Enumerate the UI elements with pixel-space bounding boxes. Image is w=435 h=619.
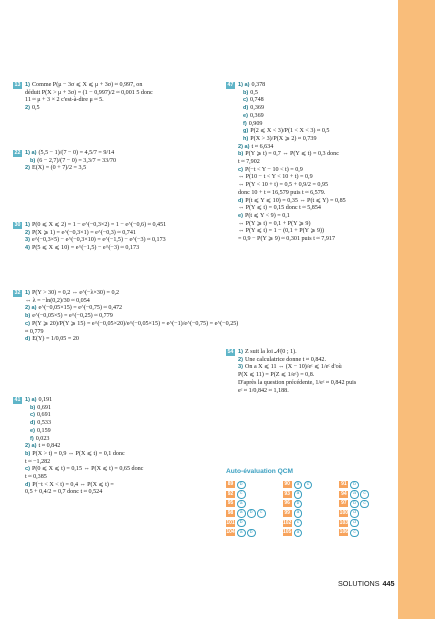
solution-line	[13, 165, 218, 173]
solution-text: 0,691	[37, 404, 51, 411]
solution-text: 0,533	[37, 420, 51, 427]
qcm-question-number: 103	[339, 519, 349, 526]
qcm-row	[226, 518, 396, 528]
solution-text: (6 − 2,7)/(7 − 0) = 3,3/7 = 33/70	[37, 157, 117, 164]
qcm-item	[226, 529, 283, 538]
qcm-title: Auto-évaluation QCM	[226, 468, 294, 475]
solution-line	[13, 105, 218, 113]
question-label: 1) a)	[238, 82, 250, 88]
exercise-ex22	[13, 150, 218, 173]
question-label: e)	[243, 112, 248, 119]
page-number: 445	[382, 579, 395, 588]
exercise-number-badge: 41	[14, 397, 21, 403]
qcm-item	[339, 490, 396, 499]
exercise-number-badge: 30	[14, 222, 21, 228]
qcm-item	[339, 519, 396, 528]
qcm-answer-circle: d	[350, 519, 359, 528]
question-label: 2) a)	[25, 305, 37, 312]
solution-text: 0,159	[36, 427, 51, 434]
solution-line	[226, 388, 394, 396]
qcm-item	[226, 490, 283, 499]
solution-text: E(Y) = 1/0,05 = 20	[32, 336, 79, 343]
solution-line	[226, 97, 394, 105]
solution-line	[13, 412, 218, 420]
solution-line	[13, 150, 218, 158]
color-sidebar	[398, 0, 435, 619]
qcm-answer-circle: b	[247, 529, 256, 538]
question-label: 1)	[25, 222, 30, 228]
exercise-ex32	[13, 290, 239, 344]
qcm-answer-circle: b	[237, 519, 246, 528]
qcm-row	[226, 490, 396, 500]
solution-line	[226, 380, 394, 388]
solution-line	[226, 151, 394, 159]
qcm-question-number: 89	[227, 481, 234, 488]
qcm-answer-circle: c	[360, 490, 369, 499]
qcm-question-number: 105	[283, 529, 292, 536]
solution-text: P(2 ⩽ X < 3)/P(1 < X < 3) ≈ 0,5	[250, 128, 330, 135]
qcm-question-number: 91	[341, 481, 347, 488]
qcm-answer-circle: b	[294, 500, 303, 509]
solution-line	[13, 245, 218, 253]
question-label: b)	[25, 313, 31, 320]
qcm-item	[339, 529, 396, 538]
solution-text: t ≈ −1,282	[25, 458, 51, 465]
solution-text: P(Y > 30) = 0,2 ⇔ e^(−λ×30) = 0,2	[31, 290, 120, 296]
question-label: 3)	[25, 237, 30, 244]
question-label: d)	[238, 197, 244, 204]
qcm-question-number: 94	[341, 490, 347, 497]
solution-text: Z suit la loi 𝒩(0 ; 1).	[244, 349, 297, 355]
question-label: 1) a)	[25, 150, 37, 156]
solution-line	[13, 443, 218, 451]
qcm-question-number: 102	[283, 519, 292, 526]
question-label: b)	[30, 404, 36, 411]
solution-text: (5,5 − 1)/(7 − 0) = 4,5/7 = 9/14	[38, 150, 115, 156]
question-label: 2) a)	[25, 443, 37, 450]
qcm-question-number: 104	[226, 529, 235, 536]
solution-text: P(t ⩽ Y ⩽ 10) = 0,35 ⇔ P(t ⩽ Y) = 0,85	[245, 197, 346, 204]
qcm-question-number: 95	[227, 500, 234, 507]
solution-line	[13, 222, 218, 230]
solution-text: ⇔ P(Y ⩽ t) = 0,15 donc t ≈ 5,854	[238, 205, 321, 212]
question-label: 4)	[25, 245, 30, 252]
solution-text: P(Y ⩾ t) = 0,7 ⇔ P(Y ⩽ t) = 0,3 donc	[245, 151, 339, 158]
solution-text: ⇔ P(Y ⩾ t) = 0,1 + P(Y ⩾ 9)	[238, 220, 311, 227]
qcm-question-number: 99	[284, 510, 290, 517]
solution-line	[13, 420, 218, 428]
qcm-row	[226, 509, 396, 519]
qcm-item	[339, 509, 396, 518]
solution-line	[226, 190, 394, 198]
qcm-row	[226, 499, 396, 509]
solution-text: e^(−0,3×5) − e^(−0,3×10) = e^(−1,5) − e^(−3) ≈ 0,173	[31, 237, 166, 244]
question-label: c)	[238, 166, 243, 173]
qcm-item	[283, 490, 340, 499]
question-label: b)	[25, 450, 31, 457]
solution-text: eᶜ ≈ 1/0,842 ≈ 1,188.	[238, 387, 289, 394]
solution-text: 0,378	[251, 82, 266, 88]
solution-text: Comme P(μ − 3σ ⩽ X ⩽ μ + 3σ) ≈ 0,997, on	[31, 82, 143, 88]
solution-line	[13, 482, 218, 490]
question-label: b)	[243, 89, 249, 96]
qcm-question-number: 97	[341, 500, 347, 507]
qcm-answer-circle: c	[294, 519, 303, 528]
question-label: 1)	[25, 290, 30, 296]
solution-text: ⇔ λ = −ln(0,2)/30 ≈ 0,054	[25, 297, 90, 304]
solution-line	[13, 320, 239, 329]
question-label: f)	[243, 120, 247, 127]
qcm-item	[339, 481, 396, 490]
question-label: g)	[243, 128, 249, 135]
qcm-question-number: 93	[284, 490, 290, 497]
qcm-answer-circle: c	[350, 529, 359, 538]
solution-line	[226, 105, 394, 113]
question-label: h)	[243, 135, 249, 142]
solution-line	[13, 451, 218, 459]
solution-text: P(0 ⩽ X ⩽ 2) = 1 − e^(−0,3×2) = 1 − e^(−0,6) ≈ 0,451	[31, 222, 167, 228]
solution-text: P(X > t) = 0,9 ⇔ P(X ⩽ t) = 0,1 donc	[32, 450, 125, 457]
question-label: c)	[30, 412, 35, 419]
solution-line	[13, 436, 218, 444]
qcm-answer-circle: c	[304, 481, 313, 490]
qcm-question-number: 101	[226, 519, 235, 526]
qcm-answer-circle: c	[237, 490, 246, 499]
qcm-item	[283, 529, 340, 538]
solution-text: E(X) = (0 + 7)/2 = 3,5	[31, 165, 87, 172]
question-label: 3)	[238, 364, 243, 371]
solution-text: 0,191	[38, 397, 53, 403]
solution-line	[226, 205, 394, 213]
solution-text: ⇔ P(Y ⩽ t) = 1 − (0,1 + P(Y ⩾ 9))	[238, 228, 325, 235]
qcm-answer-grid	[226, 480, 396, 538]
qcm-item	[226, 519, 283, 528]
solution-line	[226, 90, 394, 98]
question-label: 2)	[25, 165, 30, 172]
solution-line	[13, 305, 218, 313]
question-label: 2) a)	[238, 143, 250, 150]
exercise-ex47	[226, 82, 394, 244]
solution-text: P(−t < X < t) = 0,4 ⇔ P(X ⩽ t) =	[32, 481, 114, 488]
solution-text: déduit P(X > μ + 3σ) = (1 − 0,997)/2 ≈ 0,001 5 donc	[25, 89, 153, 96]
solution-text: 0,748	[249, 97, 264, 104]
question-label: f)	[30, 435, 34, 442]
question-label: d)	[25, 481, 31, 488]
question-label: 1) a)	[25, 397, 37, 403]
solution-text: 11 ≈ μ + 3 × 2 c'est-à-dire μ ≈ 5.	[25, 97, 104, 104]
question-label: e)	[30, 427, 35, 434]
solution-text: P(X ⩽ 11) = P(Z ⩽ 1/eᶜ) = 0,8.	[238, 372, 315, 379]
question-label: b)	[30, 157, 36, 164]
solution-text: 0,909	[248, 120, 263, 127]
solution-text: ⇔ P(Y < 10 + t) = 0,5 + 0,9/2 = 0,95	[238, 182, 329, 189]
solution-text: P(5 ⩽ X ⩽ 10) = e^(−1,5) − e^(−3) ≈ 0,173	[31, 245, 140, 252]
solution-line	[13, 290, 218, 298]
solution-line	[226, 213, 394, 221]
exercise-number-badge: 54	[227, 349, 234, 355]
question-label: d)	[25, 336, 31, 343]
qcm-item	[226, 500, 283, 509]
solution-line	[13, 82, 218, 90]
solution-text: 0,691	[36, 412, 51, 419]
solution-text: P(−t < Y − 10 < t) = 0,9	[244, 166, 303, 173]
qcm-answer-circle: a	[294, 509, 303, 518]
question-label: 2)	[25, 105, 30, 112]
solution-text: 0,5	[31, 105, 40, 112]
solution-line	[226, 174, 394, 182]
exercise-ex30	[13, 222, 218, 253]
qcm-item	[283, 500, 340, 509]
solution-line	[226, 128, 394, 136]
solution-text: P(X > 3)/P(X ⩾ 2) ≈ 0,739	[250, 135, 317, 142]
qcm-question-number: 96	[284, 500, 290, 507]
solution-text: ⇔ P(10 − t < Y < 10 + t) = 0,9	[238, 174, 313, 181]
question-label: e)	[238, 212, 243, 219]
solution-line	[13, 405, 218, 413]
qcm-answer-circle: a	[237, 509, 246, 518]
qcm-question-number: 100	[339, 510, 349, 517]
solution-text: Une calculatrice donne t ≈ 0,842.	[244, 356, 326, 363]
solution-text: e^(−0,05×15) = e^(−0,75) ≈ 0,472	[38, 305, 123, 312]
qcm-answer-circle: c	[257, 509, 266, 518]
qcm-question-number: 92	[227, 490, 234, 497]
question-label: 2)	[238, 356, 243, 363]
solution-text: = 0,9 − P(Y ⩾ 9) ≈ 0,301 puis t ≈ 7,917	[238, 236, 335, 243]
solution-line	[226, 349, 394, 357]
solution-line	[13, 90, 218, 98]
solution-text: P(X ⩾ 1) = e^(−0,3×1) = e^(−0,3) ≈ 0,741	[31, 229, 136, 236]
solution-line	[226, 228, 394, 236]
qcm-answer-circle: c	[360, 500, 369, 509]
qcm-answer-circle: a	[294, 529, 303, 538]
qcm-item	[226, 481, 283, 490]
question-label: d)	[30, 420, 36, 427]
solution-line	[13, 397, 218, 405]
solution-text: t ≈ 0,385	[25, 474, 47, 481]
qcm-answer-circle: d	[350, 509, 359, 518]
page-footer	[338, 579, 395, 588]
qcm-answer-circle: b	[247, 509, 256, 518]
question-label: c)	[25, 320, 30, 327]
solution-text: e^(−0,05×5) = e^(−0,25) ≈ 0,779	[32, 313, 113, 320]
solution-line	[226, 182, 394, 190]
solution-text: 0,5	[250, 89, 258, 96]
footer-label: SOLUTIONS	[338, 579, 380, 588]
solution-text: 0,5 + 0,4/2 = 0,7 donc t ≈ 0,524	[25, 489, 103, 496]
qcm-answer-circle: a	[294, 481, 303, 490]
exercise-number-badge: 13	[14, 82, 21, 88]
solution-line	[13, 237, 218, 245]
qcm-question-number: 98	[227, 510, 234, 517]
qcm-answer-circle: b	[237, 481, 246, 490]
solution-text: D'après la question précédente, 1/eᶜ ≈ 0,842 puis	[238, 379, 357, 386]
solution-text: On a X ⩽ 11 ⇔ (X − 10)/eᶜ ⩽ 1/eᶜ d'où	[244, 364, 342, 371]
qcm-question-number: 90	[284, 481, 290, 488]
question-label: c)	[243, 97, 248, 104]
solution-text: t ≈ 7,902	[238, 159, 260, 166]
solution-line	[226, 136, 394, 144]
exercise-number-badge: 32	[14, 290, 21, 296]
question-label: 2)	[25, 229, 30, 236]
question-label: 1)	[25, 82, 30, 88]
question-label: d)	[243, 105, 249, 112]
solution-line	[226, 82, 394, 90]
exercise-ex13	[13, 82, 218, 113]
qcm-row	[226, 528, 396, 538]
qcm-answer-circle: b	[350, 500, 359, 509]
qcm-answer-circle: a	[294, 490, 303, 499]
solution-line	[13, 336, 218, 344]
question-label: c)	[25, 466, 30, 473]
solution-line	[226, 364, 394, 372]
solution-text: P(Y ⩾ 20)/P(Y ⩾ 15) = e^(−0,05×20)/e^(−0,05×15) = e^(−1)/e^(−0,75) = e^(−0,25)	[31, 320, 239, 327]
qcm-answer-circle: a	[237, 500, 246, 509]
solution-line	[13, 428, 218, 436]
solution-text: 0,369	[249, 112, 264, 119]
qcm-item	[226, 509, 283, 518]
qcm-item	[283, 519, 340, 528]
qcm-item	[283, 509, 340, 518]
solution-line	[226, 113, 394, 121]
qcm-row	[226, 480, 396, 490]
solution-line	[13, 466, 218, 474]
qcm-answer-circle: b	[350, 481, 359, 490]
exercise-number-badge: 47	[227, 82, 234, 88]
solution-text: P(0 ⩽ X ⩽ t) = 0,15 ⇔ P(X ⩽ t) = 0,65 donc	[31, 466, 144, 473]
solution-text: 0,369	[250, 105, 264, 112]
question-label: 1)	[238, 349, 243, 355]
solution-line	[226, 236, 394, 244]
solution-text: P(t ⩽ Y < 9) = 0,1	[244, 212, 290, 219]
solution-line	[13, 313, 218, 321]
solution-text: t ≈ 6,634	[251, 143, 274, 150]
qcm-item	[283, 481, 340, 490]
qcm-question-number: 106	[339, 529, 349, 536]
exercise-ex54	[226, 349, 394, 395]
qcm-answer-circle: a	[350, 490, 359, 499]
qcm-answer-circle: a	[237, 529, 246, 538]
solution-line	[13, 489, 218, 497]
solution-line	[13, 97, 218, 105]
exercise-ex41	[13, 397, 218, 497]
solution-text: 0,023	[35, 435, 50, 442]
question-label: b)	[238, 151, 244, 158]
solution-line	[226, 159, 394, 167]
solution-text: ≈ 0,779	[25, 328, 44, 335]
qcm-item	[339, 500, 396, 509]
solution-line	[13, 474, 218, 482]
solution-line	[226, 372, 394, 380]
solution-text: donc 10 + t ≈ 16,579 puis t ≈ 6,579.	[238, 189, 326, 196]
solution-text: t ≈ 0,842	[38, 443, 61, 450]
exercise-number-badge: 22	[14, 150, 21, 156]
